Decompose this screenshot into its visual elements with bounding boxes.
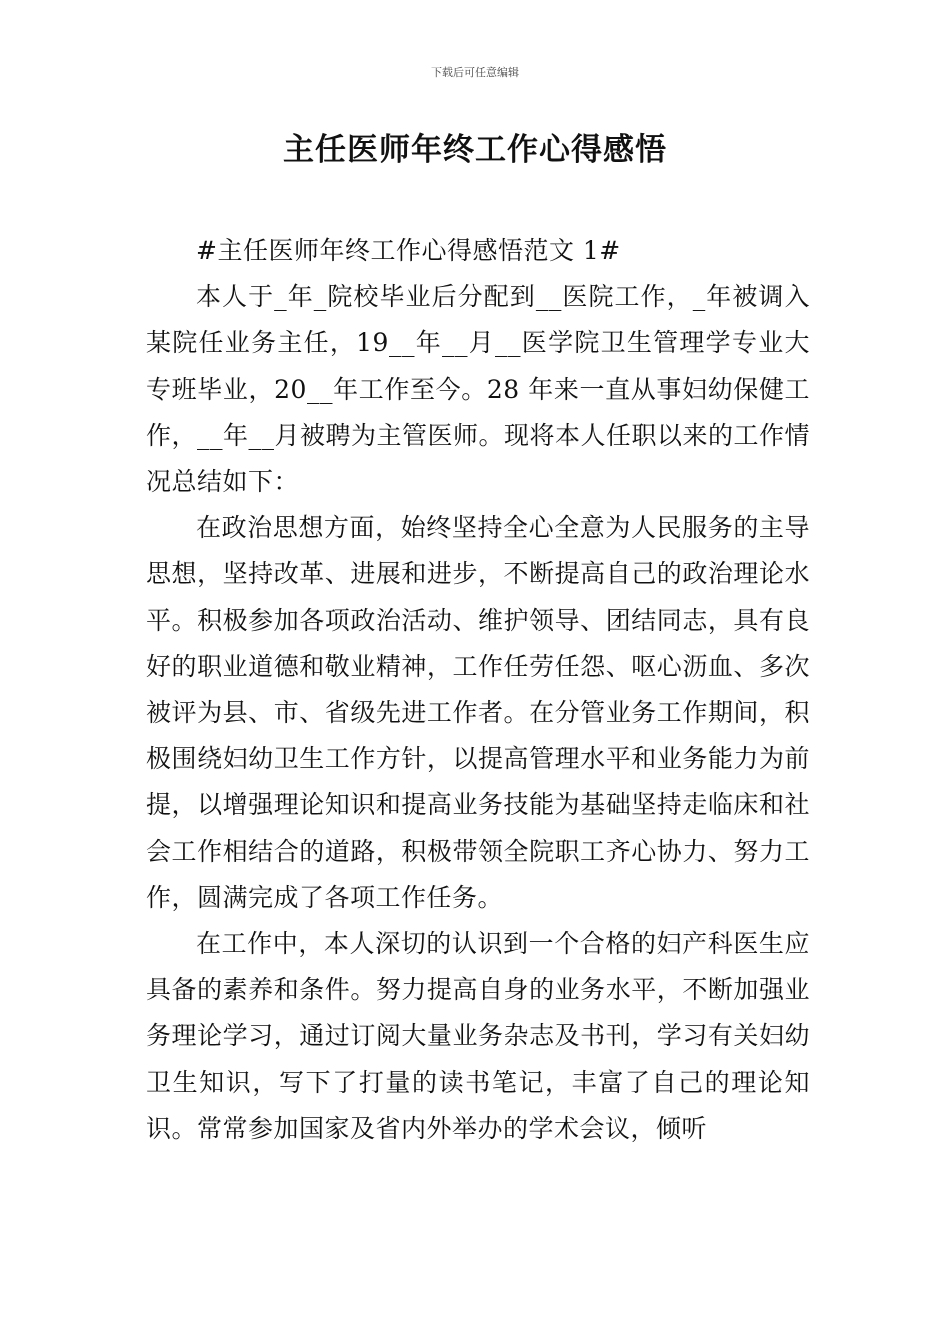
paragraph-section-heading: #主任医师年终工作心得感悟范文 1#	[196, 236, 621, 265]
paragraph-political: 在政治思想方面，始终坚持全心全意为人民服务的主导思想，坚持改革、进展和进步，不断提高自己的政治理论水平。积极参加各项政治活动、维护领导、团结同志，具有良好的职业道德和敬业精神，工作任劳任怨、呕心沥血、多次被评为县、市、省级先进工作者。在分管业务工作期间，积极围绕妇幼卫生工作方针，以提高管理水平和业务能力为前提，以增强理论知识和提高业务技能为基础坚持走临床和社会工作相结合的道路，积极带领全院职工齐心协力、努力工作，圆满完成了各项工作任务。	[146, 513, 810, 912]
document-body	[146, 228, 810, 1152]
header-note: 下载后可任意编辑	[431, 66, 519, 79]
paragraph-work: 在工作中，本人深切的认识到一个合格的妇产科医生应具备的素养和条件。努力提高自身的业务水平，不断加强业务理论学习，通过订阅大量业务杂志及书刊，学习有关妇幼卫生知识，写下了打量的读书笔记，丰富了自己的理论知识。常常参加国家及省内外举办的学术会议，倾听	[146, 929, 810, 1143]
paragraph-background: 本人于_年_院校毕业后分配到__医院工作，_年被调入某院任业务主任，19__年__月__医学院卫生管理学专业大专班毕业，20__年工作至今。28 年来一直从事妇幼保健工作，__年__月被聘为主管医师。现将本人任职以来的工作情况总结如下：	[146, 282, 811, 497]
document-title: 主任医师年终工作心得感悟	[283, 132, 667, 168]
